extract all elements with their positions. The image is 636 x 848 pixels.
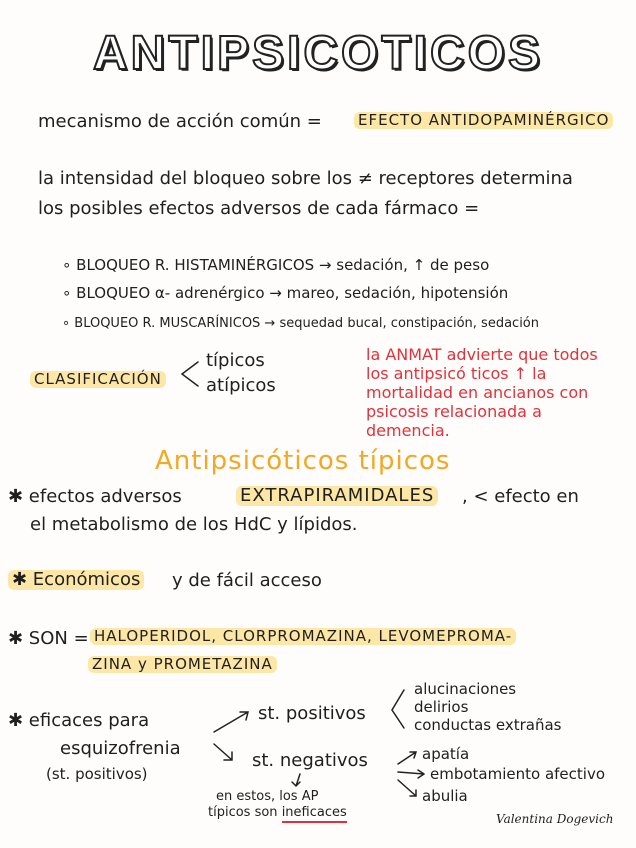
point-3-drugs-line-1: HALOPERIDOL, CLORPROMAZINA, LEVOMEPROMA- bbox=[90, 628, 516, 645]
point-1-post: , < efecto en bbox=[462, 486, 579, 507]
anmat-warning: la ANMAT advierte que todos los antipsicó ticos ↑ la mortalidad en ancianos con psicosis relacionada a demencia. bbox=[366, 345, 598, 440]
arrow-abulia bbox=[398, 780, 416, 796]
point-1-pre: ✱ efectos adversos bbox=[8, 486, 182, 507]
typical-note-line-1: en estos, los AP bbox=[216, 789, 319, 804]
point-1-line-2: el metabolismo de los HdC y lípidos. bbox=[30, 514, 358, 535]
classification-typical: típicos bbox=[206, 350, 265, 371]
classification-label: CLASIFICACIÓN bbox=[30, 371, 166, 388]
positive-item-1: alucinaciones bbox=[414, 680, 517, 698]
blockade-alpha: ∘ BLOQUEO α- adrenérgico → mareo, sedación, hipotensión bbox=[62, 284, 509, 302]
blockade-muscarinic: ∘ BLOQUEO R. MUSCARÍNICOS → sequedad bucal, constipación, sedación bbox=[62, 316, 540, 331]
classification-atypical: atípicos bbox=[206, 375, 276, 396]
mechanism-label: mecanismo de acción común = bbox=[38, 111, 322, 132]
negative-item-1: apatía bbox=[422, 745, 470, 763]
negative-item-3: abulia bbox=[422, 787, 468, 805]
point-1-highlight: EXTRAPIRAMIDALES bbox=[236, 486, 438, 506]
positive-item-3: conductas extrañas bbox=[414, 716, 562, 734]
blockade-histamine: ∘ BLOQUEO R. HISTAMINÉRGICOS → sedación, ↑ de peso bbox=[62, 256, 490, 274]
efficacy-line-3: (st. positivos) bbox=[46, 765, 148, 783]
point-2-highlight: ✱ Económicos bbox=[8, 570, 144, 590]
arrow-apathy bbox=[398, 752, 416, 764]
intro-line-1: la intensidad del bloqueo sobre los ≠ receptores determina bbox=[38, 168, 573, 189]
arrow-to-note bbox=[292, 774, 300, 786]
negative-symptoms: st. negativos bbox=[252, 750, 368, 771]
efficacy-line-2: esquizofrenia bbox=[60, 738, 181, 759]
positive-brace bbox=[392, 690, 404, 728]
author-signature: Valentina Dogevich bbox=[496, 812, 614, 826]
efficacy-line-1: ✱ eficaces para bbox=[8, 710, 150, 731]
point-3-pre: ✱ SON = bbox=[8, 628, 89, 649]
classification-brace bbox=[182, 362, 198, 386]
arrow-to-negative bbox=[214, 744, 232, 760]
point-2-post: y de fácil acceso bbox=[172, 570, 322, 591]
typical-note-ineffective: ineficaces bbox=[282, 805, 347, 823]
section-title: Antipsicóticos típicos bbox=[155, 446, 451, 476]
mechanism-value: EFECTO ANTIDOPAMINÉRGICO bbox=[354, 112, 613, 129]
intro-line-2: los posibles efectos adversos de cada fármaco = bbox=[38, 198, 480, 219]
arrow-blunting bbox=[398, 770, 424, 778]
point-3-drugs-line-2: ZINA y PROMETAZINA bbox=[88, 656, 277, 673]
negative-item-2: embotamiento afectivo bbox=[430, 765, 606, 783]
positive-item-2: delirios bbox=[414, 698, 469, 716]
typical-note-prefix: típicos son bbox=[208, 805, 278, 820]
positive-symptoms: st. positivos bbox=[258, 703, 366, 724]
arrow-to-positive bbox=[214, 712, 248, 732]
page-title: ANTIPSICOTICOS bbox=[92, 27, 544, 80]
